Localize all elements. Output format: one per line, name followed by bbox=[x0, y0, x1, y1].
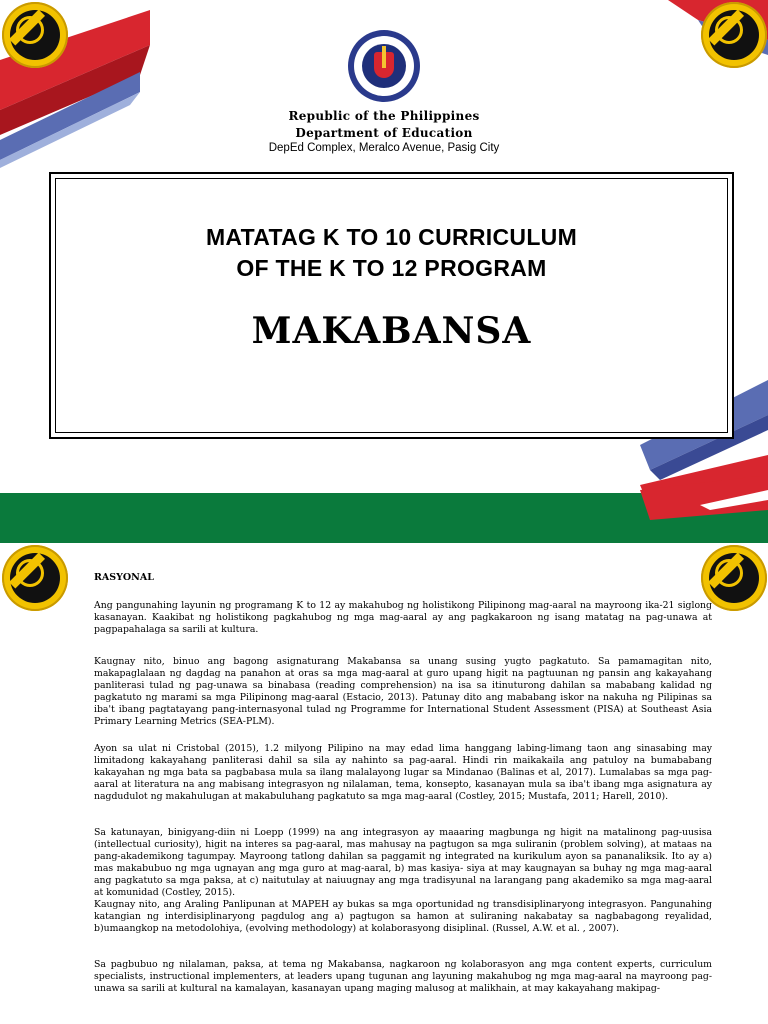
address-line: DepEd Complex, Meralco Avenue, Pasig City bbox=[268, 142, 500, 154]
stamp-seal-icon bbox=[2, 2, 68, 68]
stamp-seal-icon bbox=[2, 545, 68, 611]
paragraph: Kaugnay nito, binuo ang bagong asignaturang Makabansa sa unang susing yugto pagkatuto. Sa pamamagitan nito, makapaglalaan ng dagdag na panahon at oras sa mga mag-aaral at guro upang higit na pagtuunan ng pansin ang kakayahang panliterasi tulad ng pag-unawa sa binabasa (reading comprehension) na isa sa itinuturong dahilan sa mababang kalidad ng pagkatuto ng marami sa mga Pilipinong mag-aaral (Estacio, 2013). Patunay dito ang mababang iskor na nakuha ng Pilipinas sa iba't ibang pagtatayang pang-internasyonal tulad ng Programme for International Student Assessment (PISA) at Southeast Asia Primary Learning Metrics (SEA-PLM). bbox=[94, 656, 712, 728]
paragraph: Ang pangunahing layunin ng programang K to 12 ay makahubog ng holistikong Pilipinong mag-aaral na mayroong ika-21 siglong kasanayan. Kaakibat ng holistikong pagkahubog ng mga mag-aaral ay ang pagkakaroon ng isang matatag na pag-unawa at pagpapahalaga sa sarili at kultura. bbox=[94, 600, 712, 636]
department-heading: Department of Education bbox=[295, 126, 473, 140]
deped-seal-icon bbox=[348, 30, 420, 102]
title-box bbox=[49, 172, 734, 439]
curriculum-title-line-2: OF THE K TO 12 PROGRAM bbox=[236, 255, 547, 281]
rationale-page bbox=[0, 545, 768, 1024]
curriculum-title-line-1: MATATAG K TO 10 CURRICULUM bbox=[205, 224, 578, 250]
ribbon-bottom-right bbox=[640, 470, 768, 545]
republic-heading: Republic of the Philippines bbox=[288, 109, 480, 123]
paragraph: Sa pagbubuo ng nilalaman, paksa, at tema ng Makabansa, nagkaroon ng kolaborasyon ang mga content experts, curriculum specialists, instructional implementers, at leaders upang tugunan ang layuning makahubog ng mga mag-aaral na mayroong pag-unawa sa sarili at kultural na kamalayan, kasanayan upang maging malusog at malikhain, at may kakayahang makipag- bbox=[94, 959, 712, 995]
paragraph: Sa katunayan, binigyang-diin ni Loepp (1999) na ang integrasyon ay maaaring magbunga ng higit na matalinong pag-uusisa (intellectual curiosity), higit na interes sa pag-aaral, mas mahusay na pagtugon sa mga suliranin (problem solving), at mataas na pang-akademikong tagumpay. Mayroong tatlong dahilan sa paggamit ng integrated na kurikulum ayon sa pananaliksik. Ito ay a) mas makabubuo ng mga ugnayan ang mga guro at mag-aaral, b) mas kasiya- siya at may kaugnayan sa buhay ng mga mag-aaral ang pagkatuto sa mga paksa, at c) naitutulay at naiuugnay ang mga tradisyunal na larangang pang akademiko sa mga mag-aaral at komunidad (Costley, 2015). bbox=[94, 827, 712, 899]
subject-title: MAKABANSA bbox=[251, 310, 532, 352]
paragraph: Kaugnay nito, ang Araling Panlipunan at MAPEH ay bukas sa mga oportunidad ng transdisiplinaryong integrasyon. Pangunahing katangian ng interdisiplinaryong pagdulog ang a) pagtugon sa hamon at suliraning nakabatay sa nagbabagong reyalidad, b)umaangkop na metodolohiya, (evolving methodology) at kolaborasyong disiplinal. (Russel, A.W. et al. , 2007). bbox=[94, 899, 712, 935]
paragraph: Ayon sa ulat ni Cristobal (2015), 1.2 milyong Pilipino na may edad lima hanggang labing-limang taon ang sinasabing may limitadong kakayahang panliterasi dahil sa sila ay nahinto sa pag-aaral. Hindi rin maikakaila ang patuloy na bumababang kakayahan ng mga bata sa pagbabasa mula sa ilang malalayong lugar sa Mindanao (Balinas et al, 2017). Lumalabas sa mga pag-aaral at literatura na ang mabisang integrasyon ng nilalaman, tema, konsepto, kasanayan mula sa iba't ibang mga asignatura ay nagdudulot ng makahulugan at makabuluhang pagkatuto sa mga mag-aaral (Costley, 2015; Mustafa, 2011; Harell, 2010). bbox=[94, 743, 712, 803]
section-title: RASYONAL bbox=[94, 572, 154, 583]
stamp-seal-icon bbox=[701, 2, 767, 68]
